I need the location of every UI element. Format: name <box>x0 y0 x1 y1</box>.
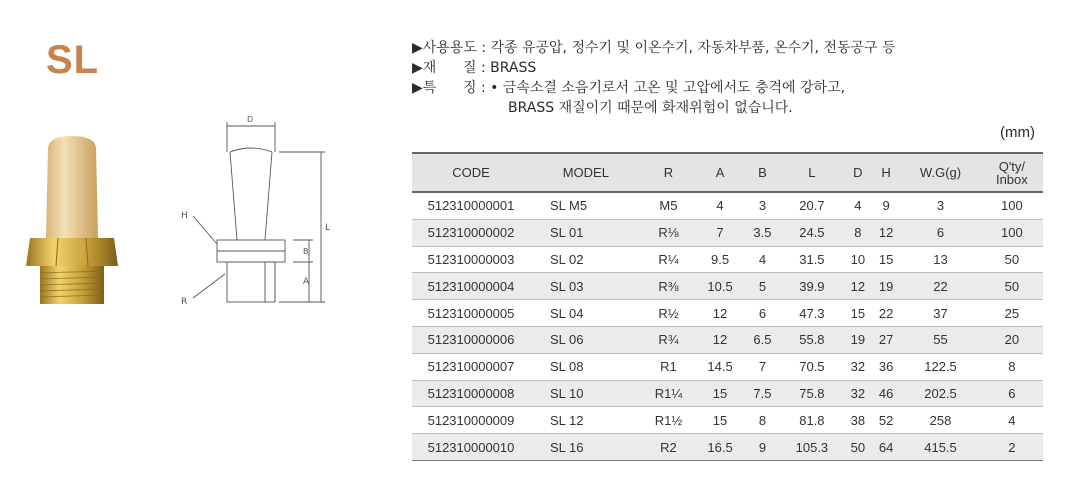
usage-label: ▶사용용도 : <box>412 40 491 56</box>
table-row <box>412 219 1043 246</box>
table-cell: 14.5 <box>695 353 744 380</box>
table-cell: 3 <box>745 192 780 219</box>
table-cell: 64 <box>872 434 900 461</box>
table-cell: R¾ <box>642 326 696 353</box>
table-cell: 4 <box>745 246 780 273</box>
table-cell: 6 <box>981 380 1043 407</box>
table-cell: 3 <box>900 192 980 219</box>
table-row <box>412 273 1043 300</box>
table-cell: SL 01 <box>530 219 642 246</box>
dim-label-l: L <box>325 223 331 233</box>
table-cell: R1¼ <box>642 380 696 407</box>
table-cell: 15 <box>844 300 872 327</box>
col-header-r: R <box>642 153 696 192</box>
table-cell: 75.8 <box>780 380 844 407</box>
table-cell: 12 <box>844 273 872 300</box>
table-cell: 512310000010 <box>412 434 530 461</box>
col-header-code: CODE <box>412 153 530 192</box>
table-cell: 4 <box>695 192 744 219</box>
table-cell: 38 <box>844 407 872 434</box>
table-cell: 9 <box>872 192 900 219</box>
technical-drawing <box>175 112 335 322</box>
table-cell: SL 04 <box>530 300 642 327</box>
table-cell: 6 <box>900 219 980 246</box>
table-cell: 10 <box>844 246 872 273</box>
dim-label-d: D <box>247 115 254 124</box>
table-cell: SL 03 <box>530 273 642 300</box>
table-cell: 47.3 <box>780 300 844 327</box>
table-cell: 10.5 <box>695 273 744 300</box>
col-header-a: A <box>695 153 744 192</box>
table-cell: 4 <box>981 407 1043 434</box>
table-cell: 512310000001 <box>412 192 530 219</box>
table-cell: R⅜ <box>642 273 696 300</box>
table-cell: 24.5 <box>780 219 844 246</box>
table-row <box>412 380 1043 407</box>
table-cell: 6.5 <box>745 326 780 353</box>
table-row <box>412 326 1043 353</box>
table-cell: SL M5 <box>530 192 642 219</box>
table-cell: 415.5 <box>900 434 980 461</box>
table-cell: 39.9 <box>780 273 844 300</box>
table-cell: 9 <box>745 434 780 461</box>
product-title: SL <box>46 38 100 82</box>
table-cell: 12 <box>695 326 744 353</box>
table-row <box>412 192 1043 219</box>
table-cell: 9.5 <box>695 246 744 273</box>
table-cell: SL 10 <box>530 380 642 407</box>
table-cell: R1 <box>642 353 696 380</box>
usage-value: 각종 유공압, 정수기 및 이온수기, 자동차부품, 온수기, 전동공구 등 <box>490 40 896 56</box>
col-header-weight: W.G(g) <box>900 153 980 192</box>
table-cell: 36 <box>872 353 900 380</box>
material-label: ▶재 질 : <box>412 60 491 76</box>
table-cell: 50 <box>844 434 872 461</box>
table-cell: 8 <box>981 353 1043 380</box>
table-cell: 15 <box>695 380 744 407</box>
spec-table <box>412 152 1043 461</box>
table-cell: R¼ <box>642 246 696 273</box>
table-cell: 50 <box>981 246 1043 273</box>
unit-label: (mm) <box>1000 124 1035 141</box>
table-cell: 2 <box>981 434 1043 461</box>
table-cell: 15 <box>695 407 744 434</box>
table-cell: SL 16 <box>530 434 642 461</box>
table-cell: R½ <box>642 300 696 327</box>
table-cell: SL 02 <box>530 246 642 273</box>
table-cell: 16.5 <box>695 434 744 461</box>
table-cell: 37 <box>900 300 980 327</box>
table-cell: 55 <box>900 326 980 353</box>
table-cell: 7.5 <box>745 380 780 407</box>
feature-row <box>412 78 896 98</box>
table-cell: 7 <box>745 353 780 380</box>
table-cell: 46 <box>872 380 900 407</box>
table-row <box>412 434 1043 461</box>
table-cell: 22 <box>900 273 980 300</box>
table-cell: SL 06 <box>530 326 642 353</box>
table-cell: 52 <box>872 407 900 434</box>
dim-label-b: B <box>303 247 309 256</box>
product-image <box>20 128 120 318</box>
feature-line-2: BRASS 재질이기 때문에 화재위험이 없습니다. <box>508 100 793 116</box>
table-cell: 512310000007 <box>412 353 530 380</box>
table-cell: 20 <box>981 326 1043 353</box>
table-cell: 27 <box>872 326 900 353</box>
table-cell: 12 <box>695 300 744 327</box>
table-cell: R⅛ <box>642 219 696 246</box>
table-row <box>412 246 1043 273</box>
table-cell: 4 <box>844 192 872 219</box>
table-cell: 13 <box>900 246 980 273</box>
table-cell: 512310000009 <box>412 407 530 434</box>
table-cell: 31.5 <box>780 246 844 273</box>
table-cell: SL 12 <box>530 407 642 434</box>
table-cell: 512310000002 <box>412 219 530 246</box>
table-cell: 100 <box>981 192 1043 219</box>
table-cell: 100 <box>981 219 1043 246</box>
feature-row-2 <box>412 98 896 118</box>
table-body <box>412 192 1043 460</box>
table-cell: 20.7 <box>780 192 844 219</box>
usage-row <box>412 38 896 58</box>
table-cell: 15 <box>872 246 900 273</box>
table-cell: M5 <box>642 192 696 219</box>
table-cell: 12 <box>872 219 900 246</box>
table-cell: 122.5 <box>900 353 980 380</box>
table-cell: 6 <box>745 300 780 327</box>
feature-line-1: • 금속소결 소음기로서 고온 및 고압에서도 충격에 강하고, <box>490 80 846 96</box>
table-cell: 81.8 <box>780 407 844 434</box>
col-header-model: MODEL <box>530 153 642 192</box>
table-cell: 258 <box>900 407 980 434</box>
table-cell: 32 <box>844 353 872 380</box>
table-cell: 3.5 <box>745 219 780 246</box>
table-cell: 25 <box>981 300 1043 327</box>
material-row <box>412 58 896 78</box>
table-cell: 22 <box>872 300 900 327</box>
table-cell: 512310000003 <box>412 246 530 273</box>
table-cell: 19 <box>844 326 872 353</box>
col-header-b: B <box>745 153 780 192</box>
col-header-qty: Q'ty/ Inbox <box>981 153 1043 192</box>
table-cell: SL 08 <box>530 353 642 380</box>
table-cell: R1½ <box>642 407 696 434</box>
table-cell: 512310000004 <box>412 273 530 300</box>
spec-description <box>412 38 896 118</box>
table-cell: 105.3 <box>780 434 844 461</box>
table-cell: 8 <box>745 407 780 434</box>
table-cell: 512310000005 <box>412 300 530 327</box>
table-cell: 5 <box>745 273 780 300</box>
table-cell: 19 <box>872 273 900 300</box>
col-header-d: D <box>844 153 872 192</box>
table-header-row <box>412 153 1043 192</box>
table-cell: 50 <box>981 273 1043 300</box>
table-cell: 8 <box>844 219 872 246</box>
table-cell: 7 <box>695 219 744 246</box>
table-cell: 70.5 <box>780 353 844 380</box>
col-header-l: L <box>780 153 844 192</box>
table-cell: 202.5 <box>900 380 980 407</box>
dim-label-h: H <box>181 211 188 221</box>
table-cell: 512310000006 <box>412 326 530 353</box>
material-value: BRASS <box>490 60 537 76</box>
table-row <box>412 353 1043 380</box>
dim-label-r: R <box>181 297 188 307</box>
table-cell: R2 <box>642 434 696 461</box>
feature-label: ▶특 징 : <box>412 80 491 96</box>
table-cell: 32 <box>844 380 872 407</box>
table-row <box>412 407 1043 434</box>
col-header-h: H <box>872 153 900 192</box>
dim-label-a: A <box>303 277 310 287</box>
table-cell: 55.8 <box>780 326 844 353</box>
table-cell: 512310000008 <box>412 380 530 407</box>
table-row <box>412 300 1043 327</box>
